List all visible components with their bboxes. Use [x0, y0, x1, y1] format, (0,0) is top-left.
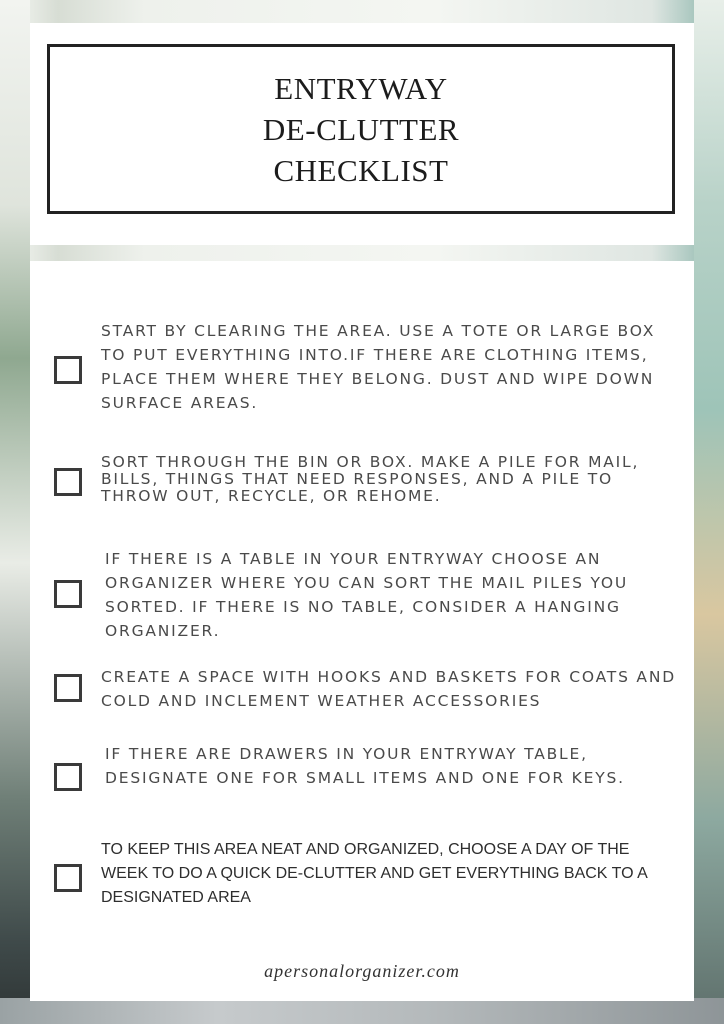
checklist-item-text-3: IF THERE IS A TABLE IN YOUR ENTRYWAY CHOOSE AN ORGANIZER WHERE YOU CAN SORT THE MAIL PILES YOU SORTED. IF THERE IS NO TABLE, CONSIDER A HANGING ORGANIZER.	[105, 550, 629, 640]
checklist-card	[30, 261, 694, 1001]
checklist-item-text-2: SORT THROUGH THE BIN OR BOX. MAKE A PILE FOR MAIL, BILLS, THINGS THAT NEED RESPONSES, AND A PILE TO THROW OUT, RECYCLE, OR REHOME.	[101, 453, 640, 505]
checklist-checkbox-6[interactable]	[54, 864, 82, 892]
title-line-1: ENTRYWAY	[274, 70, 448, 106]
checklist-checkbox-1[interactable]	[54, 356, 82, 384]
title-line-2: DE-CLUTTER	[262, 111, 460, 147]
checklist-checkbox-3[interactable]	[54, 580, 82, 608]
checklist-item-text-5: IF THERE ARE DRAWERS IN YOUR ENTRYWAY TABLE, DESIGNATE ONE FOR SMALL ITEMS AND ONE FOR KEYS.	[105, 745, 625, 787]
background-photo-left	[0, 0, 30, 1024]
background-photo-right	[694, 0, 724, 1024]
checklist-item-text-6: TO KEEP THIS AREA NEAT AND ORGANIZED, CHOOSE A DAY OF THE WEEK TO DO A QUICK DE-CLUTTER AND GET EVERYTHING BACK TO A DESIGNATED AREA	[101, 841, 647, 906]
checklist-checkbox-4[interactable]	[54, 674, 82, 702]
checklist-item-text-1: START BY CLEARING THE AREA. USE A TOTE OR LARGE BOX TO PUT EVERYTHING INTO.IF THERE ARE CLOTHING ITEMS, PLACE THEM WHERE THEY BELONG. DUST AND WIPE DOWN SURFACE AREAS.	[101, 322, 656, 412]
footer-website: apersonalorganizer.com	[264, 961, 460, 981]
title-line-3: CHECKLIST	[273, 152, 449, 188]
title-card	[30, 23, 694, 245]
checklist-item-text-4: CREATE A SPACE WITH HOOKS AND BASKETS FOR COATS AND COLD AND INCLEMENT WEATHER ACCESSORIES	[101, 668, 676, 710]
background-floor	[0, 998, 724, 1024]
title-box	[47, 44, 675, 214]
page-title	[263, 68, 459, 191]
checklist-checkbox-2[interactable]	[54, 468, 82, 496]
checklist-checkbox-5[interactable]	[54, 763, 82, 791]
